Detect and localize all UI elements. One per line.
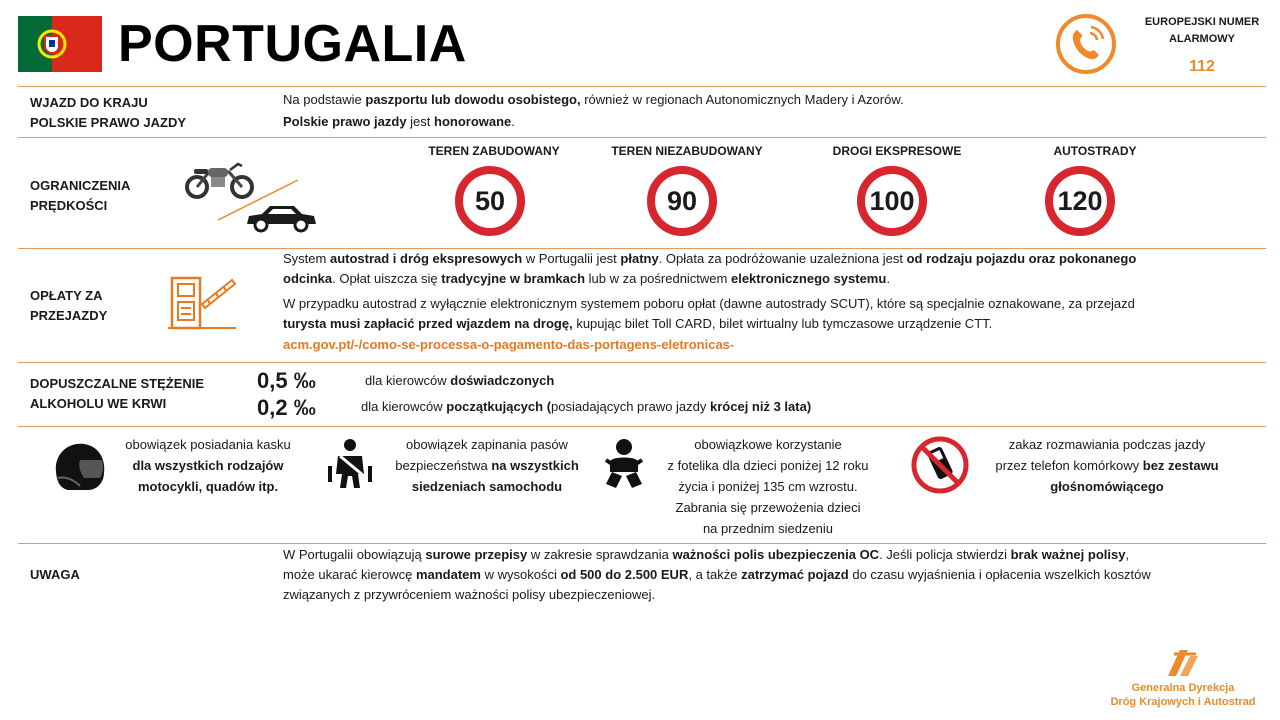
child-seat-rule: obowiązkowe korzystanie z fotelika dla dzieci poniżej 12 roku życia i poniżej 135 cm wzrostu. Zabrania się przewożenia dzieci na przednim siedzeniu: [667, 437, 869, 536]
divider: [18, 543, 1266, 544]
seatbelt-icon: [326, 438, 376, 495]
alcohol-limit-experienced: 0,5 ‰: [257, 368, 316, 393]
car-icon: [244, 200, 318, 239]
no-phone-icon: [910, 436, 970, 499]
tolls-label: OPŁATY ZA PRZEJAZDY: [30, 288, 108, 323]
entry-label: WJAZD DO KRAJU POLSKIE PRAWO JAZDY: [30, 95, 187, 130]
divider: [18, 86, 1266, 87]
seatbelt-rule: obowiązek zapinania pasów bezpieczeństwa na wszystkich siedzeniach samochodu: [395, 437, 579, 494]
note-label: UWAGA: [30, 567, 80, 582]
divider: [18, 137, 1266, 138]
speed-sign-rural: 90: [647, 166, 717, 236]
toll-gate-icon: [168, 274, 238, 337]
alarm-number-label: EUROPEJSKI NUMER ALARMOWY: [1144, 16, 1260, 45]
child-seat-icon: [602, 438, 646, 497]
divider: [18, 362, 1266, 363]
speed-sign-urban: 50: [455, 166, 525, 236]
alarm-number: 112: [1189, 58, 1215, 75]
tolls-text: System autostrad i dróg ekspresowych w Portugalii jest płatny. Opłata za podróżowanie uzależniona jest od rodzaju pojazdu oraz pokonanego odcinka. Opłat uiszcza się tradycyjne w bramkach lub w za pośrednictwem elektronicznego systemu. W przypadku autostrad z wyłącznie elektronicznym systemem poboru opłat (dawne autostrady SCUT), które są specjalnie oznakowane, za przejazd turysta musi zapłacić przed wjazdem na drogę, kupując bilet Toll CARD, bilet wirtualny lub tymczasowe urządzenie CTT. acm.gov.pt/-/como-se-processa-o-pagamento-das-portagens-eletronicas-: [283, 251, 1137, 352]
phone-icon: [1055, 13, 1117, 75]
note-text: W Portugalii obowiązują surowe przepisy w zakresie sprawdzania ważności polis ubezpieczenia OC. Jeśli policja stwierdzi brak ważnej polisy, może ukarać kierowcę mandatem w wysokości od 500 do 2.500 EUR, a także zatrzymać pojazd do czasu wyjaśnienia i opłacenia wszelkich kosztów związanych z przywróceniem ważności polisy ubezpieczeniowej.: [283, 547, 1151, 602]
helmet-rule: obowiązek posiadania kasku dla wszystkich rodzajów motocykli, quadów itp.: [125, 437, 291, 494]
limit-heading-motorway: AUTOSTRADY: [1053, 144, 1137, 158]
phone-ban-rule: zakaz rozmawiania podczas jazdy przez telefon komórkowy bez zestawu głośnomówiącego: [995, 437, 1219, 494]
alcohol-text-experienced: dla kierowców doświadczonych: [365, 373, 555, 388]
speed-sign-motorway: 120: [1045, 166, 1115, 236]
alcohol-label: DOPUSZCZALNE STĘŻENIE ALKOHOLU WE KRWI: [30, 376, 205, 411]
gddkia-logo-text: Generalna Dyrekcja Dróg Krajowych i Autostrad: [1110, 682, 1256, 708]
limit-heading-rural: TEREN NIEZABUDOWANY: [611, 144, 763, 158]
toll-info-link[interactable]: acm.gov.pt/-/como-se-processa-o-pagamento-das-portagens-eletronicas-: [283, 337, 735, 352]
limit-heading-urban: TEREN ZABUDOWANY: [428, 144, 560, 158]
country-title: PORTUGALIA: [118, 15, 467, 73]
alcohol-text-novice: dla kierowców początkujących (posiadających prawo jazdy krócej niż 3 lata): [361, 399, 812, 414]
portugal-flag: [18, 16, 102, 72]
speed-sign-expressway: 100: [857, 166, 927, 236]
helmet-icon: [50, 438, 108, 499]
entry-text: Na podstawie paszportu lub dowodu osobistego, również w regionach Autonomicznych Madery i Azorów. Polskie prawo jazdy jest honorowane.: [283, 92, 904, 129]
gddkia-logo-icon: [1166, 648, 1200, 683]
limit-heading-expressway: DROGI EKSPRESOWE: [832, 144, 962, 158]
alcohol-limit-novice: 0,2 ‰: [257, 395, 316, 420]
speed-label: OGRANICZENIA PRĘDKOŚCI: [30, 178, 131, 213]
divider: [18, 426, 1266, 427]
